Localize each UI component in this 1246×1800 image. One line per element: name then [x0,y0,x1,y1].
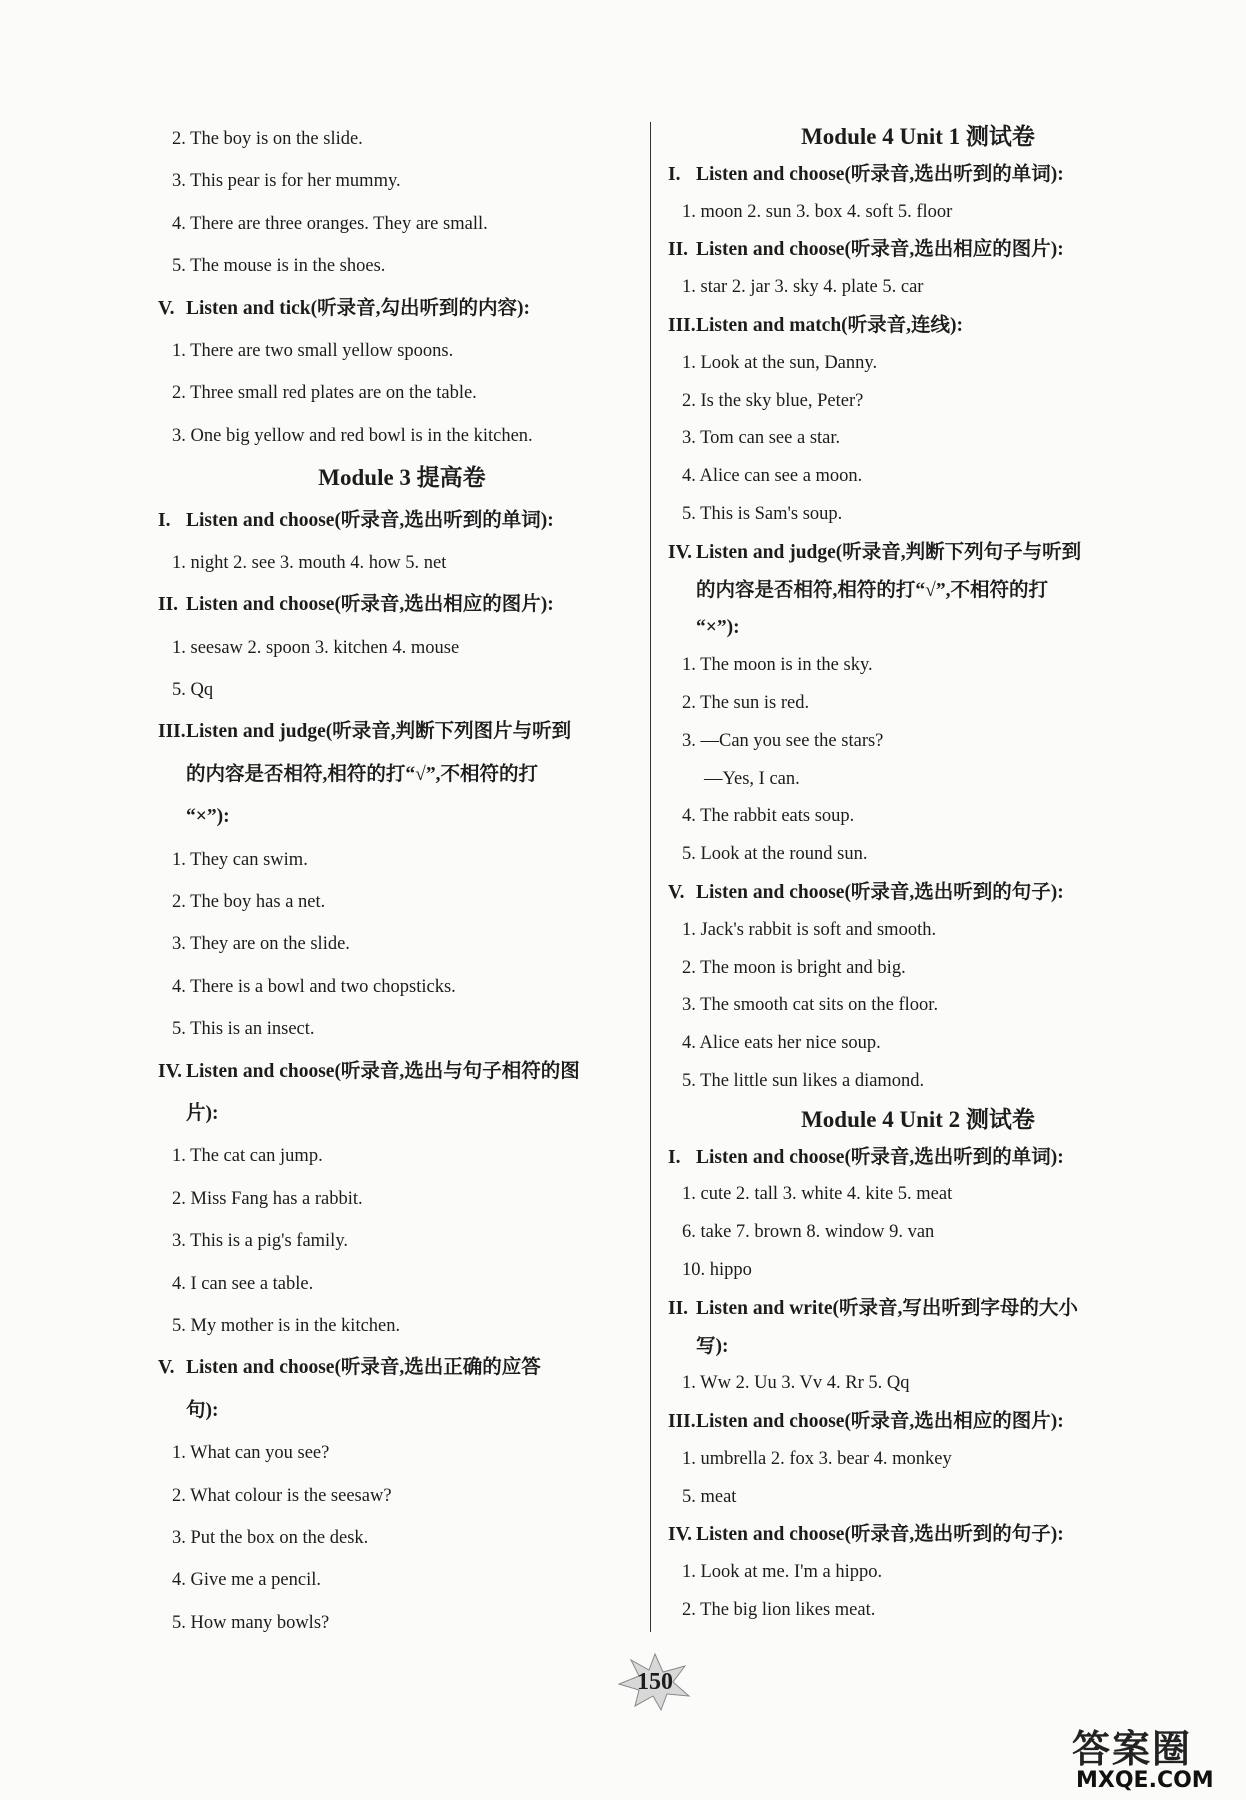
answer-line: 2. Is the sky blue, Peter? [682,390,864,411]
answer-line: 1. umbrella 2. fox 3. bear 4. monkey [682,1448,952,1469]
question-instruction: Listen and write(听录音,写出听到字母的大小 [696,1297,1078,1319]
question-number: I. [668,1146,681,1168]
answer-line: 3. Put the box on the desk. [172,1527,369,1548]
question-number: V. [668,881,685,903]
answer-line: 1. seesaw 2. spoon 3. kitchen 4. mouse [172,637,460,658]
question-instruction: Listen and judge(听录音,判断下列图片与听到 [186,721,572,743]
answer-line: 2. The moon is bright and big. [682,957,906,978]
instruction-continuation: 的内容是否相符,相符的打“√”,不相符的打 [186,763,538,785]
question-heading [668,1403,1168,1441]
answer-line: 2. The boy is on the slide. [172,129,363,149]
answer-line: 3. The smooth cat sits on the floor. [682,995,939,1016]
question-number: III. [668,1411,696,1433]
answer-line: 3. This pear is for her mummy. [172,171,401,192]
answer-line: 1. There are two small yellow spoons. [172,340,454,361]
question-instruction: Listen and choose(听录音,选出听到的句子): [696,1524,1064,1546]
answer-line: 1. Look at me. I'm a hippo. [682,1562,883,1583]
question-instruction: Listen and choose(听录音,选出与句子相符的图 [186,1060,580,1082]
answer-line: 1. night 2. see 3. mouth 4. how 5. net [172,552,447,573]
question-heading [158,1347,646,1389]
answer-line: 5. meat [682,1486,737,1507]
answer-line: —Yes, I can. [704,768,800,789]
question-number: I. [668,163,681,185]
answer-line: 1. The moon is in the sky. [682,655,873,676]
section-title: Module 4 Unit 2 测试卷 [801,1106,1035,1132]
answer-line: 4. There are three oranges. They are small. [172,213,488,234]
answer-line: 5. Qq [172,680,214,701]
question-heading [668,156,1168,194]
question-number: III. [668,314,696,336]
answer-line: 5. Look at the round sun. [682,844,868,865]
question-instruction: Listen and match(听录音,连线): [696,314,964,336]
answer-line: 4. Alice eats her nice soup. [682,1033,881,1054]
right-column [668,118,1168,1630]
answer-line: 5. How many bowls? [172,1612,330,1633]
question-number: IV. [158,1060,183,1082]
question-instruction: Listen and choose(听录音,选出正确的应答 [186,1357,541,1379]
answer-line: 5. The mouse is in the shoes. [172,256,386,277]
answer-line: 5. My mother is in the kitchen. [172,1315,401,1336]
question-heading [158,584,646,626]
instruction-continuation: 句): [186,1399,219,1421]
question-heading [668,1139,1168,1177]
instruction-continuation: 的内容是否相符,相符的打“√”,不相符的打 [696,579,1048,601]
answer-line: 1. moon 2. sun 3. box 4. soft 5. floor [682,201,953,222]
question-number: I. [158,509,171,531]
question-heading [158,1051,646,1093]
answer-line: 4. The rabbit eats soup. [682,806,855,827]
question-heading [668,307,1168,345]
answer-line: 10. hippo [682,1259,752,1280]
question-instruction: Listen and choose(听录音,选出听到的单词): [696,1146,1064,1168]
answer-line: 1. cute 2. tall 3. white 4. kite 5. meat [682,1184,953,1205]
answer-line: 5. This is Sam's soup. [682,503,843,524]
page-number-text: 150 [637,1669,673,1695]
answer-line: 2. Miss Fang has a rabbit. [172,1188,363,1209]
instruction-continuation: 片): [186,1102,219,1124]
instruction-continuation: “×”): [186,806,230,828]
answer-line: 2. The boy has a net. [172,892,326,913]
left-column [158,118,646,1644]
question-instruction: Listen and tick(听录音,勾出听到的内容): [186,297,530,319]
question-instruction: Listen and choose(听录音,选出相应的图片): [696,239,1064,261]
answer-line: 5. This is an insect. [172,1019,315,1040]
answer-line: 1. Look at the sun, Danny. [682,352,878,373]
answer-line: 4. Give me a pencil. [172,1570,321,1591]
question-heading [668,874,1168,912]
answer-line: 3. This is a pig's family. [172,1231,348,1252]
question-heading [668,534,1168,572]
instruction-continuation: 写): [696,1335,729,1357]
question-number: II. [668,1297,689,1319]
question-instruction: Listen and judge(听录音,判断下列句子与听到 [696,541,1082,563]
answer-line: 3. One big yellow and red bowl is in the kitchen. [172,425,533,446]
question-instruction: Listen and choose(听录音,选出听到的句子): [696,881,1064,903]
answer-line: 3. —Can you see the stars? [682,730,884,751]
answer-line: 2. The big lion likes meat. [682,1600,876,1621]
watermark-bottom: MXQE.COM [1076,1768,1214,1793]
answer-line: 2. What colour is the seesaw? [172,1485,392,1506]
answer-line: 1. star 2. jar 3. sky 4. plate 5. car [682,277,924,298]
question-instruction: Listen and choose(听录音,选出听到的单词): [696,163,1064,185]
answer-line: 6. take 7. brown 8. window 9. van [682,1222,935,1243]
page-number [605,1652,705,1712]
answer-line: 1. Ww 2. Uu 3. Vv 4. Rr 5. Qq [682,1373,910,1394]
answer-line: 3. They are on the slide. [172,934,350,955]
question-number: III. [158,721,186,743]
answer-line: 2. Three small red plates are on the table. [172,383,477,404]
question-instruction: Listen and choose(听录音,选出听到的单词): [186,509,554,531]
answer-line: 5. The little sun likes a diamond. [682,1070,925,1091]
question-heading [668,231,1168,269]
section-title: Module 4 Unit 1 测试卷 [801,124,1035,149]
question-number: IV. [668,1524,693,1546]
instruction-continuation: “×”): [696,617,740,639]
watermark-logo [1072,1718,1242,1798]
answer-line: 3. Tom can see a star. [682,428,841,449]
answer-line: 1. What can you see? [172,1443,330,1464]
question-instruction: Listen and choose(听录音,选出相应的图片): [696,1411,1064,1433]
question-heading [668,1290,1168,1328]
question-number: II. [668,239,689,261]
question-instruction: Listen and choose(听录音,选出相应的图片): [186,594,554,616]
answer-line: 4. I can see a table. [172,1273,314,1294]
question-number: V. [158,1357,175,1379]
answer-line: 4. There is a bowl and two chopsticks. [172,976,456,997]
column-divider [650,122,651,1632]
question-number: II. [158,594,179,616]
question-heading [158,711,646,753]
answer-line: 2. The sun is red. [682,692,810,713]
answer-line: 1. Jack's rabbit is soft and smooth. [682,919,937,940]
question-number: V. [158,297,175,319]
answer-line: 1. They can swim. [172,849,308,870]
question-heading [668,1516,1168,1554]
answer-line: 4. Alice can see a moon. [682,466,863,487]
answer-line: 1. The cat can jump. [172,1146,323,1167]
question-heading [158,500,646,542]
question-heading [158,288,646,330]
section-title: Module 3 提高卷 [318,465,486,491]
watermark-top: 答案圈 [1072,1727,1193,1771]
question-number: IV. [668,541,693,563]
